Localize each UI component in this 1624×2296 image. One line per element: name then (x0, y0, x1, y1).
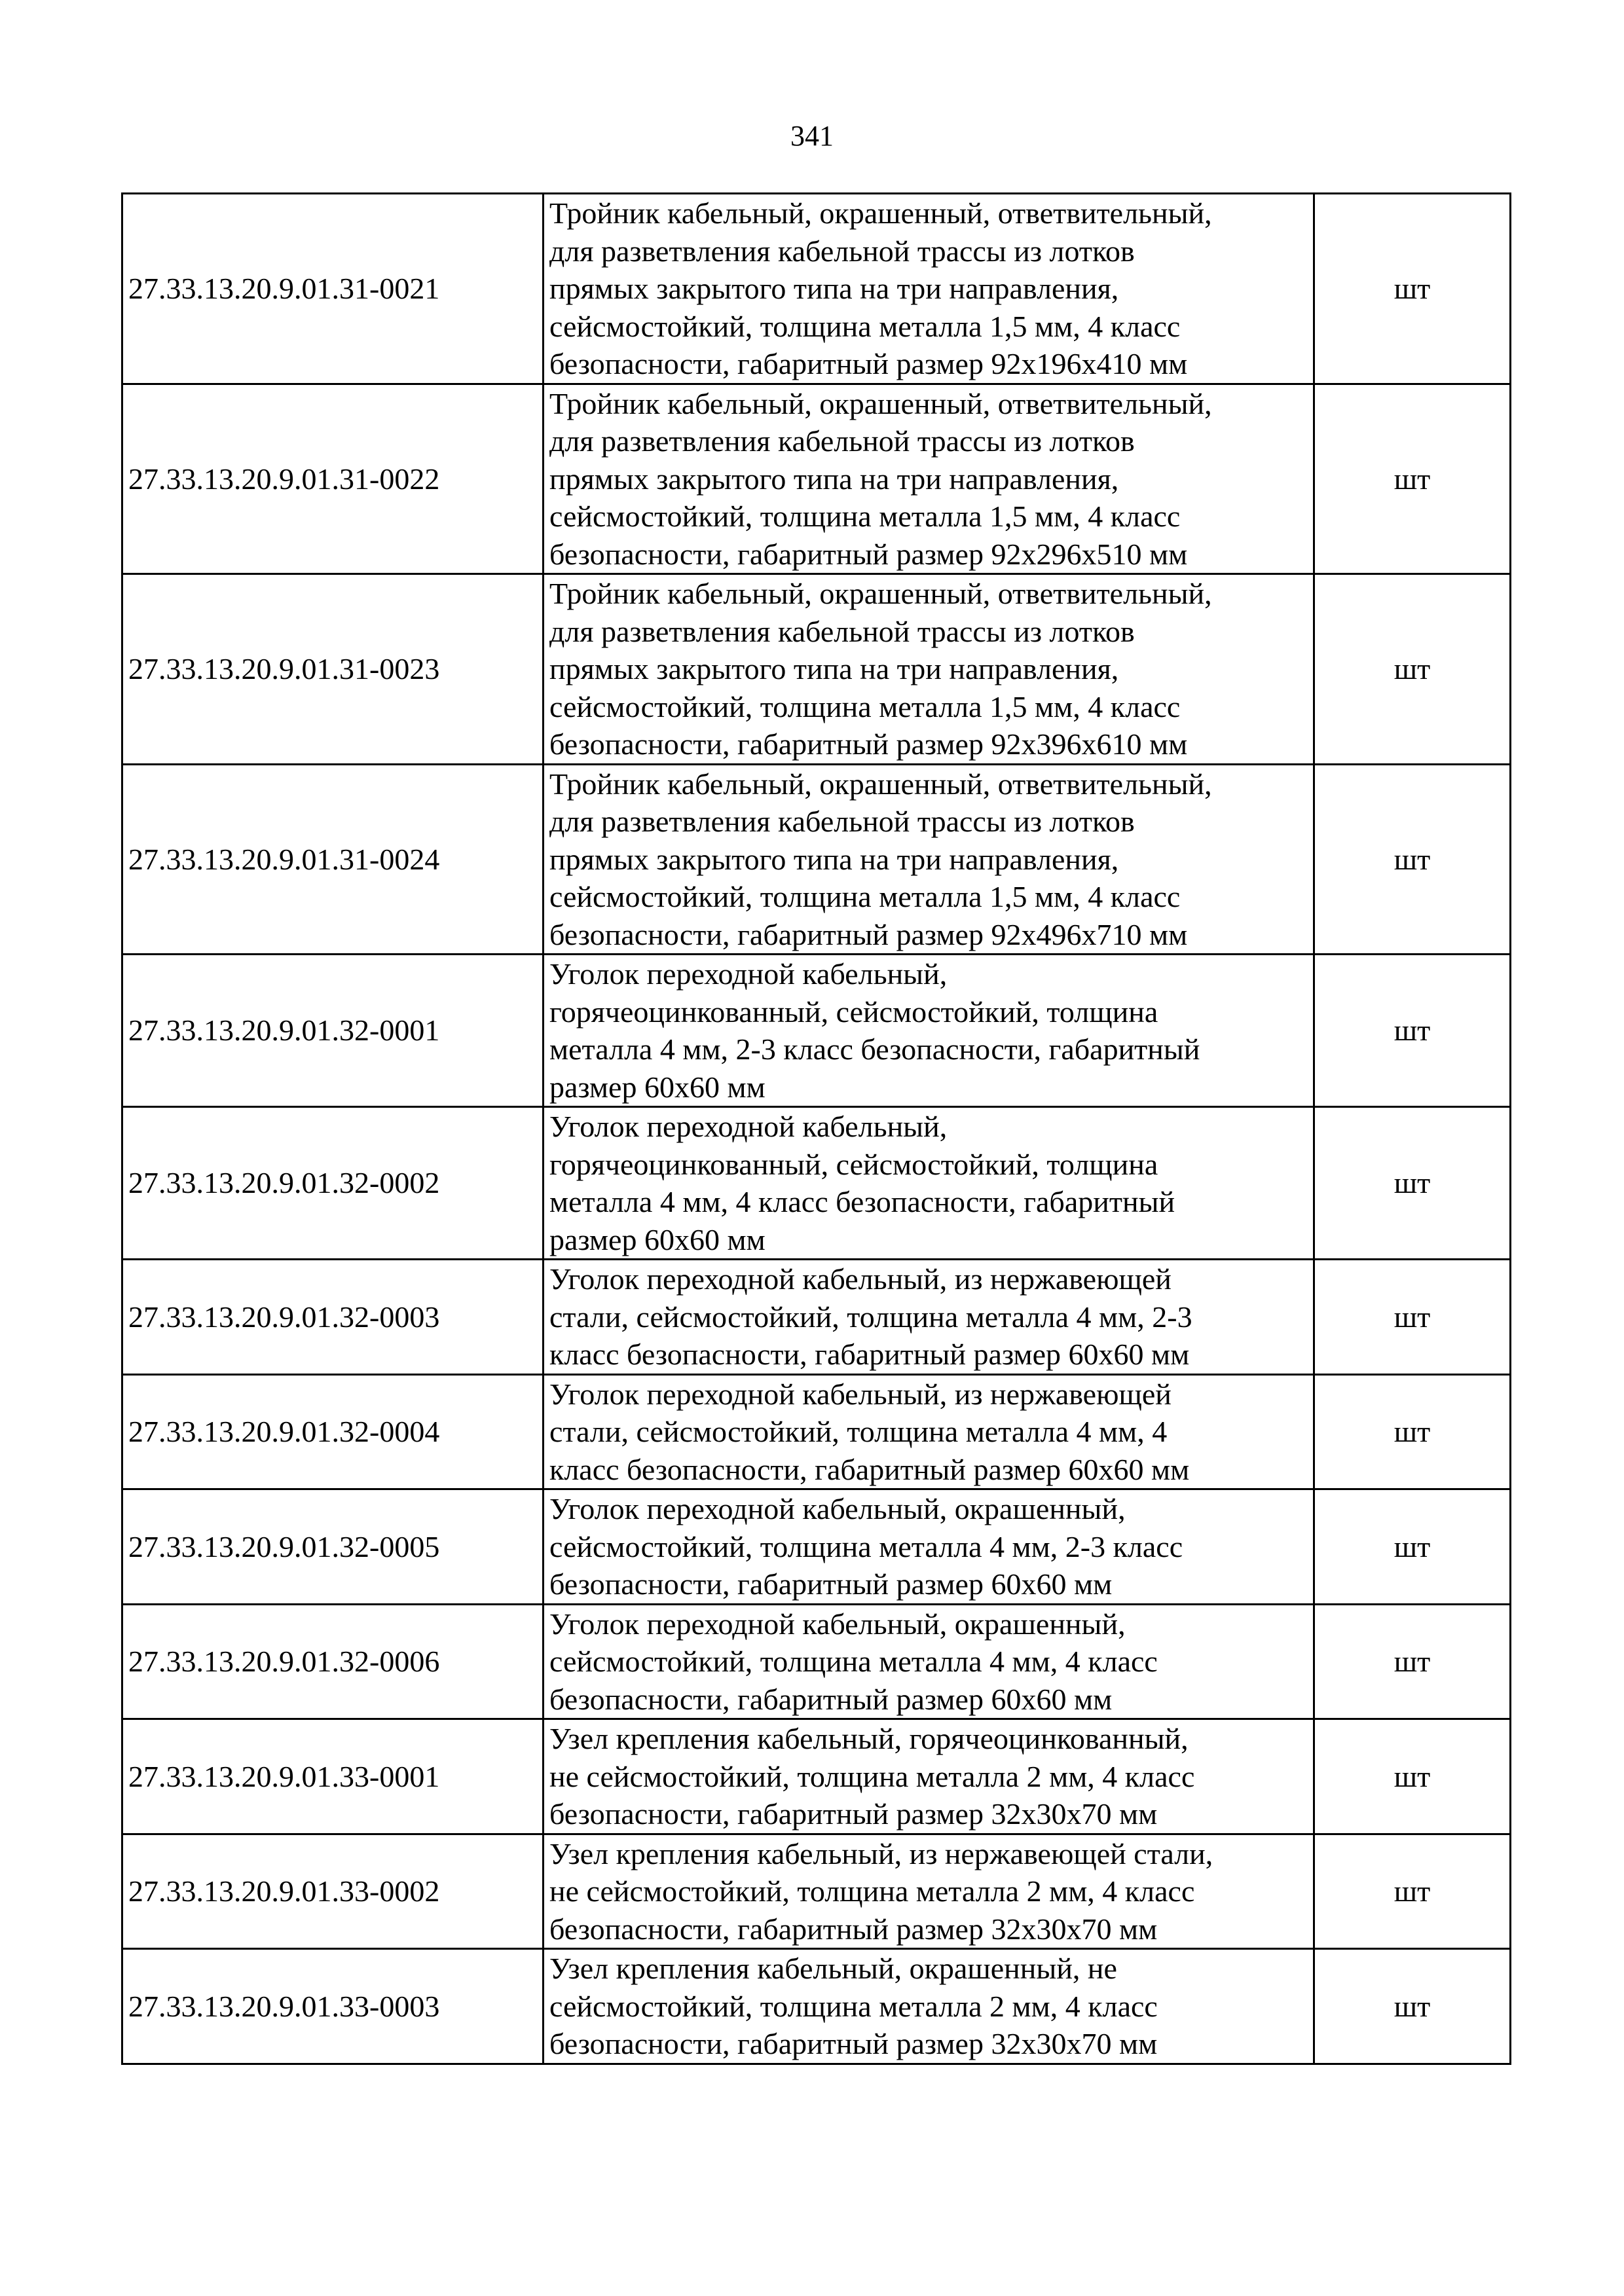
description-line: размер 60х60 мм (549, 1070, 766, 1104)
page-number: 341 (790, 120, 834, 152)
resource-table-body (122, 194, 1511, 2064)
description-line: Узел крепления кабельный, горячеоцинкованный, (549, 1722, 1189, 1755)
unit-of-measure: шт (1314, 1107, 1511, 1260)
description-line: сейсмостойкий, толщина металла 4 мм, 2-3 класс (549, 1529, 1183, 1563)
resource-description (544, 384, 1314, 574)
resource-description (544, 1260, 1314, 1375)
description-line: сейсмостойкий, толщина металла 1,5 мм, 4 класс (549, 880, 1181, 913)
description-line: Тройник кабельный, окрашенный, ответвительный, (549, 386, 1212, 420)
resource-description (544, 1107, 1314, 1260)
description-line: Уголок переходной кабельный, из нержавеющей (549, 1262, 1172, 1296)
description-line: для разветвления кабельной трассы из лотков (549, 234, 1135, 268)
table-row (122, 1260, 1511, 1375)
resource-description (544, 574, 1314, 765)
resource-description (544, 1949, 1314, 2064)
resource-code: 27.33.13.20.9.01.31-0024 (122, 764, 544, 955)
unit-of-measure: шт (1314, 194, 1511, 384)
resource-description (544, 194, 1314, 384)
resource-code: 27.33.13.20.9.01.32-0004 (122, 1374, 544, 1489)
unit-of-measure: шт (1314, 1260, 1511, 1375)
description-line: Уголок переходной кабельный, окрашенный, (549, 1607, 1126, 1641)
unit-of-measure: шт (1314, 574, 1511, 765)
unit-of-measure: шт (1314, 1374, 1511, 1489)
description-line: сейсмостойкий, толщина металла 1,5 мм, 4 класс (549, 689, 1181, 723)
resource-table (121, 192, 1511, 2065)
description-line: размер 60х60 мм (549, 1222, 766, 1256)
description-line: Тройник кабельный, окрашенный, ответвительный, (549, 767, 1212, 801)
description-line: Тройник кабельный, окрашенный, ответвительный, (549, 577, 1212, 610)
unit-of-measure: шт (1314, 384, 1511, 574)
description-line: прямых закрытого типа на три направления, (549, 652, 1119, 685)
description-line: Уголок переходной кабельный, окрашенный, (549, 1492, 1126, 1525)
table-row (122, 1604, 1511, 1719)
resource-description (544, 1604, 1314, 1719)
description-line: Уголок переходной кабельный, (549, 957, 948, 991)
resource-code: 27.33.13.20.9.01.31-0022 (122, 384, 544, 574)
resource-description (544, 1489, 1314, 1605)
table-row (122, 1107, 1511, 1260)
description-line: безопасности, габаритный размер 92х496х710 мм (549, 917, 1188, 951)
resource-code: 27.33.13.20.9.01.33-0001 (122, 1719, 544, 1834)
description-line: для разветвления кабельной трассы из лотков (549, 805, 1135, 838)
resource-description (544, 1374, 1314, 1489)
table-row (122, 194, 1511, 384)
description-line: Узел крепления кабельный, из нержавеющей стали, (549, 1836, 1213, 1870)
description-line: Уголок переходной кабельный, (549, 1110, 948, 1143)
unit-of-measure: шт (1314, 1949, 1511, 2064)
resource-description (544, 764, 1314, 955)
description-line: для разветвления кабельной трассы из лотков (549, 424, 1135, 458)
description-line: не сейсмостойкий, толщина металла 2 мм, 4 класс (549, 1874, 1195, 1908)
resource-code: 27.33.13.20.9.01.32-0003 (122, 1260, 544, 1375)
description-line: для разветвления кабельной трассы из лотков (549, 614, 1135, 648)
resource-description (544, 1834, 1314, 1949)
description-line: металла 4 мм, 2-3 класс безопасности, габаритный (549, 1032, 1200, 1066)
resource-code: 27.33.13.20.9.01.31-0021 (122, 194, 544, 384)
description-line: безопасности, габаритный размер 32х30х70 мм (549, 2027, 1158, 2060)
description-line: горячеоцинкованный, сейсмостойкий, толщина (549, 994, 1158, 1029)
table-row (122, 1374, 1511, 1489)
resource-code: 27.33.13.20.9.01.33-0002 (122, 1834, 544, 1949)
description-line: прямых закрытого типа на три направления, (549, 272, 1119, 305)
description-line: Узел крепления кабельный, окрашенный, не (549, 1952, 1117, 1985)
description-line: прямых закрытого типа на три направления, (549, 842, 1119, 876)
description-line: безопасности, габаритный размер 32х30х70 мм (549, 1797, 1158, 1831)
description-line: безопасности, габаритный размер 92х396х610 мм (549, 727, 1188, 761)
description-line: горячеоцинкованный, сейсмостойкий, толщина (549, 1147, 1158, 1181)
resource-code: 27.33.13.20.9.01.32-0005 (122, 1489, 544, 1605)
description-line: Уголок переходной кабельный, из нержавеющей (549, 1377, 1172, 1411)
table-row (122, 384, 1511, 574)
description-line: безопасности, габаритный размер 60х60 мм (549, 1567, 1113, 1601)
description-line: прямых закрытого типа на три направления, (549, 462, 1119, 496)
description-line: безопасности, габаритный размер 60х60 мм (549, 1682, 1113, 1716)
description-line: сейсмостойкий, толщина металла 4 мм, 4 класс (549, 1645, 1158, 1678)
table-row (122, 955, 1511, 1107)
resource-code: 27.33.13.20.9.01.33-0003 (122, 1949, 544, 2064)
unit-of-measure: шт (1314, 1489, 1511, 1605)
description-line: класс безопасности, габаритный размер 60х60 мм (549, 1452, 1190, 1486)
description-line: не сейсмостойкий, толщина металла 2 мм, 4 класс (549, 1759, 1195, 1793)
unit-of-measure: шт (1314, 955, 1511, 1107)
resource-code: 27.33.13.20.9.01.32-0002 (122, 1107, 544, 1260)
unit-of-measure: шт (1314, 1834, 1511, 1949)
unit-of-measure: шт (1314, 1719, 1511, 1834)
resource-code: 27.33.13.20.9.01.31-0023 (122, 574, 544, 765)
table-row (122, 574, 1511, 765)
description-line: безопасности, габаритный размер 92х196х410 мм (549, 347, 1188, 380)
description-line: класс безопасности, габаритный размер 60х60 мм (549, 1338, 1190, 1371)
table-row (122, 1489, 1511, 1605)
description-line: сейсмостойкий, толщина металла 1,5 мм, 4 класс (549, 500, 1181, 533)
description-line: стали, сейсмостойкий, толщина металла 4 мм, 2-3 (549, 1300, 1192, 1334)
resource-code: 27.33.13.20.9.01.32-0001 (122, 955, 544, 1107)
description-line: безопасности, габаритный размер 92х296х510 мм (549, 537, 1188, 571)
table-row (122, 1719, 1511, 1834)
description-line: безопасности, габаритный размер 32х30х70 мм (549, 1912, 1158, 1946)
resource-description (544, 1719, 1314, 1834)
resource-description (544, 955, 1314, 1107)
description-line: металла 4 мм, 4 класс безопасности, габаритный (549, 1185, 1175, 1218)
description-line: Тройник кабельный, окрашенный, ответвительный, (549, 196, 1212, 230)
table-row (122, 764, 1511, 955)
description-line: сейсмостойкий, толщина металла 2 мм, 4 класс (549, 1989, 1158, 2023)
description-line: стали, сейсмостойкий, толщина металла 4 мм, 4 (549, 1415, 1168, 1448)
unit-of-measure: шт (1314, 764, 1511, 955)
table-row (122, 1949, 1511, 2064)
description-line: сейсмостойкий, толщина металла 1,5 мм, 4 класс (549, 309, 1181, 343)
table-row (122, 1834, 1511, 1949)
unit-of-measure: шт (1314, 1604, 1511, 1719)
resource-code: 27.33.13.20.9.01.32-0006 (122, 1604, 544, 1719)
